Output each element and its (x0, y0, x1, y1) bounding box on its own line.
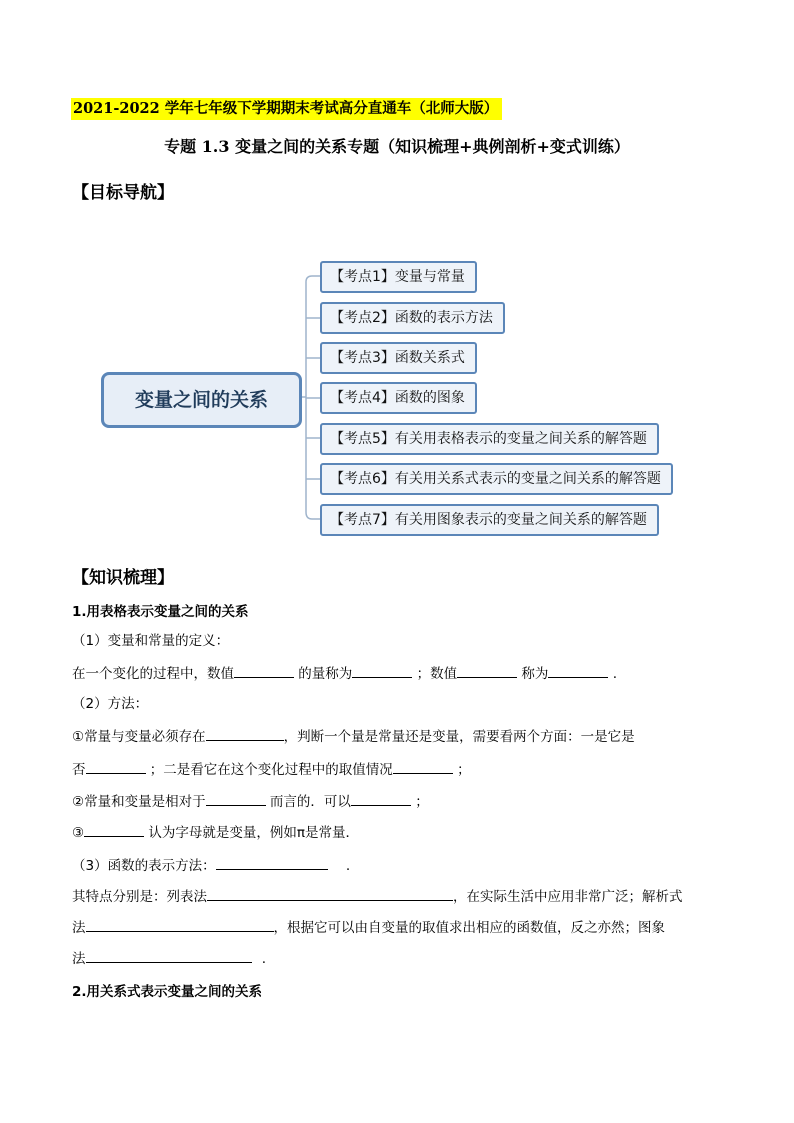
line-method-1: ①常量与变量必须存在 ，判断一个量是常量还是变量，需要看两个方面：一是它是 (72, 726, 635, 747)
mindmap-topic-3: 【考点3】函数关系式 (320, 342, 477, 374)
mindmap-topic-6: 【考点6】有关用关系式表示的变量之间关系的解答题 (320, 463, 673, 495)
line-features-2: 法 ，根据它可以由自变量的取值求出相应的函数值，反之亦然；图象 (72, 917, 665, 938)
blank[interactable] (86, 948, 252, 963)
blank[interactable] (86, 917, 274, 932)
line-features-3: 法 . (72, 948, 266, 969)
mindmap-topic-5: 【考点5】有关用表格表示的变量之间关系的解答题 (320, 423, 659, 455)
blank[interactable] (393, 759, 453, 774)
blank[interactable] (216, 855, 328, 870)
line-method-2: ②常量和变量是相对于 而言的．可以 ； (72, 791, 429, 812)
blank[interactable] (84, 822, 144, 837)
line-method-3: ③ 认为字母就是变量，例如π是常量． (72, 822, 359, 843)
series-label: 2021-2022 学年七年级下学期期末考试高分直通车（北师大版） (71, 98, 502, 120)
blank[interactable] (86, 759, 146, 774)
blank[interactable] (234, 663, 294, 678)
section-knowledge: 【知识梳理】 (72, 568, 174, 588)
section-goal-nav: 【目标导航】 (72, 183, 174, 203)
mindmap-topic-7: 【考点7】有关用图象表示的变量之间关系的解答题 (320, 504, 659, 536)
heading-2: 2.用关系式表示变量之间的关系 (72, 984, 263, 1000)
blank[interactable] (548, 663, 608, 678)
document-title: 专题 1.3 变量之间的关系专题（知识梳理+典例剖析+变式训练） (164, 137, 630, 156)
mindmap-topic-2: 【考点2】函数的表示方法 (320, 302, 505, 334)
subheading-1: （1）变量和常量的定义： (72, 633, 230, 649)
blank[interactable] (207, 886, 453, 901)
line-definition: 在一个变化的过程中，数值 的量称为 ；数值 称为 . (72, 663, 617, 684)
blank[interactable] (457, 663, 517, 678)
heading-1: 1.用表格表示变量之间的关系 (72, 604, 249, 620)
mindmap-topic-4: 【考点4】函数的图象 (320, 382, 477, 414)
subheading-3: （3）函数的表示方法： . (72, 855, 350, 876)
mindmap-topic-1: 【考点1】变量与常量 (320, 261, 477, 293)
blank[interactable] (206, 726, 284, 741)
blank[interactable] (352, 663, 412, 678)
mindmap-central-node: 变量之间的关系 (101, 372, 302, 428)
line-method-1-cont: 否 ；二是看它在这个变化过程中的取值情况 ； (72, 759, 471, 780)
blank[interactable] (206, 791, 266, 806)
subheading-2: （2）方法： (72, 696, 149, 712)
blank[interactable] (351, 791, 411, 806)
line-features-1: 其特点分别是：列表法 ，在实际生活中应用非常广泛；解析式 (72, 886, 683, 907)
